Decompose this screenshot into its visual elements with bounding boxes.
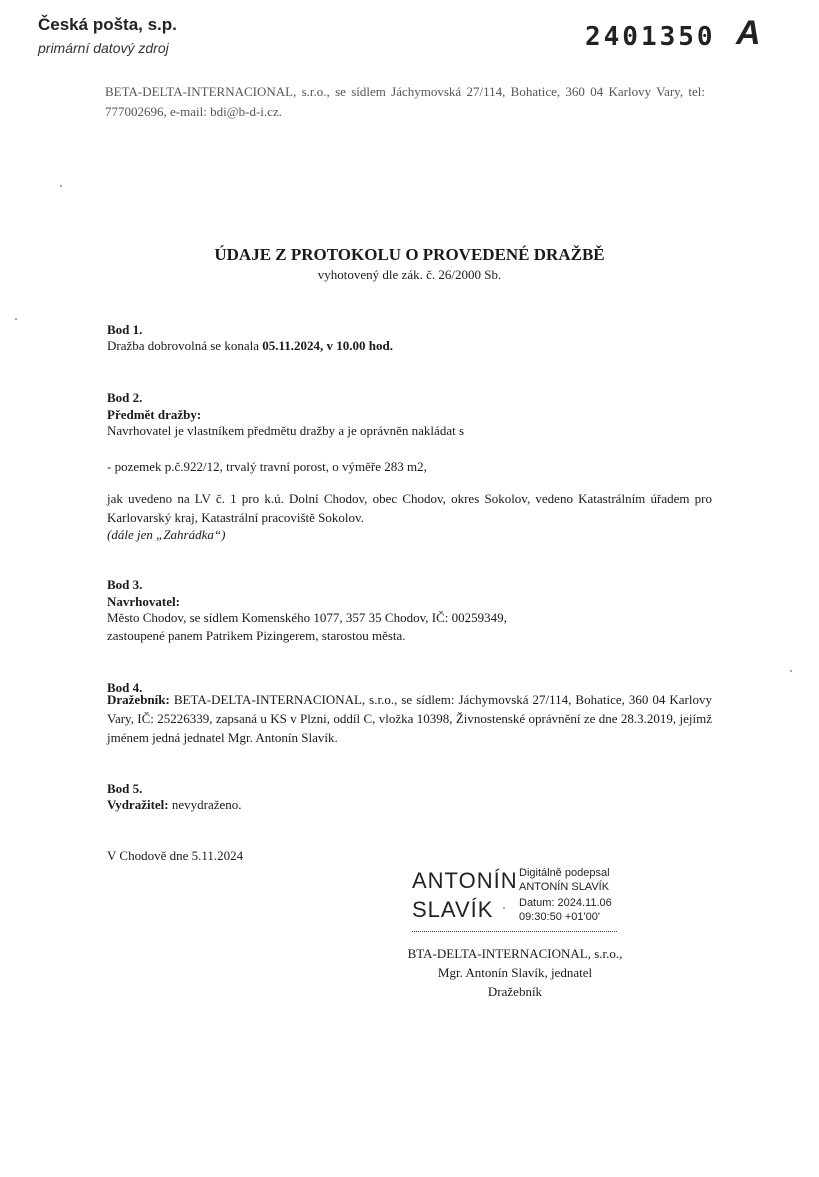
bod3-line2: zastoupené panem Patrikem Pizingerem, starostou města. (107, 628, 406, 643)
signature-name-line2: SLAVÍK (412, 897, 494, 922)
bod2-subheading: Předmět dražby: (107, 407, 202, 422)
scan-speck (790, 670, 792, 672)
scan-speck (503, 907, 505, 909)
signature-meta-line3: Datum: 2024.11.06 (519, 897, 612, 909)
bod4-heading: Bod 4. (107, 680, 143, 695)
signature-name-line1: ANTONÍN (412, 868, 518, 893)
bod1-date-time: 05.11.2024, v 10.00 hod. (262, 338, 393, 353)
bod4-body: BETA-DELTA-INTERNACIONAL, s.r.o., se sídlem: Jáchymovská 27/114, Bohatice, 360 04 Karlovy Vary, IČ: 25226339, zapsaná u KS v Plzni, oddíl C, vložka 10398, Živnostenské oprávnění ze dne 28.3.2019, jejímž jménem jedná jednatel Mgr. Antonín Slavík. (107, 692, 712, 745)
signature-meta-line4: 09:30:50 +01'00' (519, 911, 600, 923)
bod3-heading: Bod 3. (107, 577, 143, 592)
postal-stamp-line2: primární datový zdroj (38, 40, 169, 56)
bod2-item: - pozemek p.č.922/12, trvalý travní porost, o výměře 283 m2, (107, 459, 427, 474)
bod3-subheading: Navrhovatel: (107, 594, 180, 609)
place-and-date: V Chodově dne 5.11.2024 (107, 848, 244, 863)
bod4-label: Dražebník: (107, 692, 170, 707)
signatory-role: Dražebník (487, 984, 543, 999)
postal-stamp-line1: Česká pošta, s.p. (38, 15, 177, 34)
document-number: 2401350 (585, 22, 716, 52)
signature-meta-line1: Digitálně podepsal (519, 867, 610, 879)
bod5-text (107, 795, 712, 814)
bod5-body: nevydraženo. (168, 797, 242, 812)
bod2-intro: Navrhovatel je vlastníkem předmětu dražby a je oprávněn nakládat s (107, 423, 465, 438)
bod4-text (107, 690, 712, 747)
bod3-line1: Město Chodov, se sídlem Komenského 1077, 357 35 Chodov, IČ: 00259349, (107, 610, 507, 625)
document-title: ÚDAJE Z PROTOKOLU O PROVEDENÉ DRAŽBĚ (214, 245, 605, 264)
letterhead: BETA-DELTA-INTERNACIONAL, s.r.o., se sídlem Jáchymovská 27/114, Bohatice, 360 04 Karlovy Vary, tel: 777002696, e-mail: bdi@b-d-i.cz. (105, 84, 705, 119)
bod2-registry: jak uvedeno na LV č. 1 pro k.ú. Dolní Chodov, obec Chodov, okres Sokolov, vedeno Katastrálním úřadem pro Karlovarský kraj, Katastrální pracoviště Sokolov. (107, 491, 712, 525)
document-number-suffix: A (736, 14, 761, 52)
bod5-label: Vydražitel: (107, 797, 169, 812)
bod5-heading: Bod 5. (107, 781, 143, 796)
bod1-text (107, 336, 712, 355)
signature-meta-line2: ANTONÍN SLAVÍK (519, 881, 610, 893)
signatory-person: Mgr. Antonín Slavík, jednatel (437, 965, 593, 980)
signature-dotted-line (412, 930, 617, 932)
bod2-alias: (dále jen „Zahrádka“) (107, 527, 226, 542)
bod2-heading: Bod 2. (107, 390, 143, 405)
bod1-heading: Bod 1. (107, 322, 143, 337)
document-subtitle: vyhotovený dle zák. č. 26/2000 Sb. (317, 267, 502, 282)
scan-speck (60, 185, 62, 187)
bod1-text-prefix: Dražba dobrovolná se konala (107, 338, 263, 353)
signatory-company: BTA-DELTA-INTERNACIONAL, s.r.o., (407, 946, 623, 961)
scan-speck (15, 318, 17, 320)
